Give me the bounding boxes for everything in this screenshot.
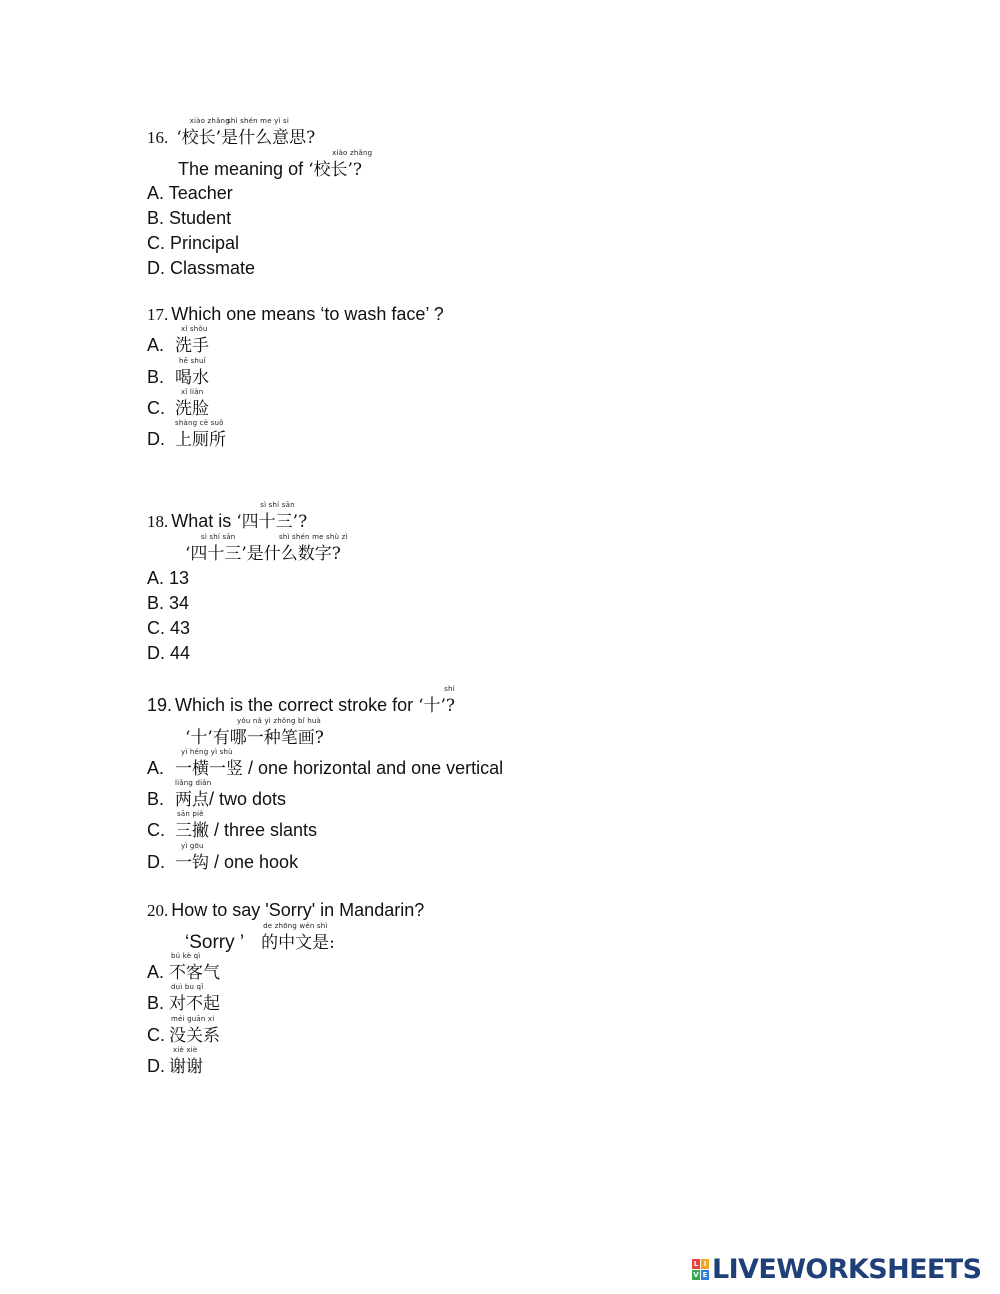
subtitle-chinese: de zhōng wén shì 的中文是: [261, 922, 335, 953]
question-20-prompt [147, 899, 907, 922]
question-16 [147, 117, 907, 278]
option-b[interactable]: B. duì bu qǐ 对不起 [147, 983, 220, 1014]
option-d[interactable]: D. 44 [147, 643, 191, 663]
option-a[interactable]: A. bú kè qì 不客气 [147, 952, 220, 983]
option-d[interactable]: D. Classmate [147, 258, 256, 278]
pinyin: hē shuǐ [179, 357, 206, 365]
pinyin: shàng cè suǒ [175, 419, 224, 427]
question-text: Which one means ‘to wash face’ ? [171, 304, 444, 324]
question-19-subtitle [185, 717, 907, 749]
question-19-prompt [147, 685, 907, 717]
pinyin: yì gōu [181, 842, 204, 850]
option-c[interactable]: C. sān piě 三撇 / three slants [147, 810, 318, 841]
pinyin: de zhōng wén shì [263, 922, 328, 930]
pinyin: liǎng diǎn [175, 779, 212, 787]
pinyin: sān piě [177, 810, 204, 818]
chinese-term: xiào zhǎng 校长 [181, 117, 230, 148]
subtitle-chinese: yǒu nǎ yì zhǒng bǐ huà ‘十’有哪一种笔画? [185, 717, 324, 748]
logo-mark-icon: L I V E [693, 1259, 708, 1279]
pinyin: shí [444, 685, 455, 693]
option-d[interactable]: D. yì gōu 一钩 / one hook [147, 842, 299, 873]
option-b[interactable]: B. Student [147, 208, 232, 228]
option-c[interactable]: C. méi guān xi 没关系 [147, 1015, 220, 1046]
question-number: 16. [147, 128, 169, 147]
option-c[interactable]: C. Principal [147, 233, 240, 253]
option-a[interactable]: A. yì héng yì shù 一横一竖 / one horizontal and one vertical [147, 748, 504, 779]
subtitle-chinese: sì shí sān shì shén me shù zì ‘四十三’是什么数字? [185, 533, 348, 564]
question-text: What is [171, 511, 237, 531]
liveworksheets-logo[interactable] [692, 1254, 981, 1284]
subtitle-english: ‘Sorry ’ [185, 932, 245, 953]
pinyin: shì shén me yì si [227, 117, 290, 125]
chinese-question: shì shén me yì si 是什么意思? [221, 117, 316, 148]
chinese-term: shí ‘十’? [418, 685, 456, 716]
option-c[interactable]: C. xǐ liǎn 洗脸 [147, 388, 209, 419]
logo-text: LIVEWORKSHEETS [712, 1253, 982, 1285]
question-16-subtitle [178, 149, 907, 181]
question-text: Which is the correct stroke for [175, 695, 419, 715]
question-19 [147, 685, 907, 873]
question-number: 20. [147, 901, 169, 920]
pinyin: xiào zhǎng [332, 149, 373, 157]
pinyin: xǐ liǎn [181, 388, 204, 396]
option-b[interactable]: B. hē shuǐ 喝水 [147, 357, 209, 388]
question-17-prompt [147, 303, 907, 326]
question-18 [147, 501, 907, 663]
pinyin: sì shí sān [201, 533, 236, 541]
question-18-prompt [147, 501, 907, 533]
subtitle-english: The meaning of [178, 159, 309, 179]
option-b[interactable]: B. 34 [147, 593, 190, 613]
question-20-subtitle [185, 922, 907, 954]
pinyin: yǒu nǎ yì zhǒng bǐ huà [237, 717, 322, 725]
pinyin: méi guān xi [171, 1015, 215, 1023]
question-17 [147, 303, 907, 450]
pinyin: xǐ shǒu [181, 325, 208, 333]
pinyin: bú kè qì [171, 952, 201, 960]
pinyin: xiè xiè [173, 1046, 198, 1054]
question-number: 17. [147, 305, 169, 324]
chinese-term: sì shí sān ‘四十三’? [236, 501, 308, 532]
pinyin: xiào zhǎng [189, 117, 230, 125]
option-b[interactable]: B. liǎng diǎn 两点/ two dots [147, 779, 287, 810]
option-a[interactable]: A. Teacher [147, 183, 233, 203]
question-number: 18. [147, 512, 169, 531]
option-c[interactable]: C. 43 [147, 618, 191, 638]
quote-open: ‘ [176, 128, 182, 148]
pinyin: yì héng yì shù [181, 748, 233, 756]
pinyin: sì shí sān [260, 501, 295, 509]
question-text: How to say 'Sorry' in Mandarin? [171, 900, 425, 920]
option-d[interactable]: D. shàng cè suǒ 上厕所 [147, 419, 226, 450]
question-20 [147, 899, 907, 1077]
subtitle-chinese: xiào zhǎng ‘校长’? [308, 149, 373, 180]
pinyin: shì shén me shù zì [279, 533, 348, 541]
pinyin: duì bu qǐ [171, 983, 204, 991]
quote-close: ’ [215, 128, 222, 148]
question-16-prompt [147, 117, 907, 149]
option-a[interactable]: A. xǐ shǒu 洗手 [147, 325, 209, 356]
option-a[interactable]: A. 13 [147, 568, 190, 588]
question-number: 19. [147, 695, 173, 715]
question-18-subtitle [185, 533, 907, 565]
option-d[interactable]: D. xiè xiè 谢谢 [147, 1046, 203, 1077]
